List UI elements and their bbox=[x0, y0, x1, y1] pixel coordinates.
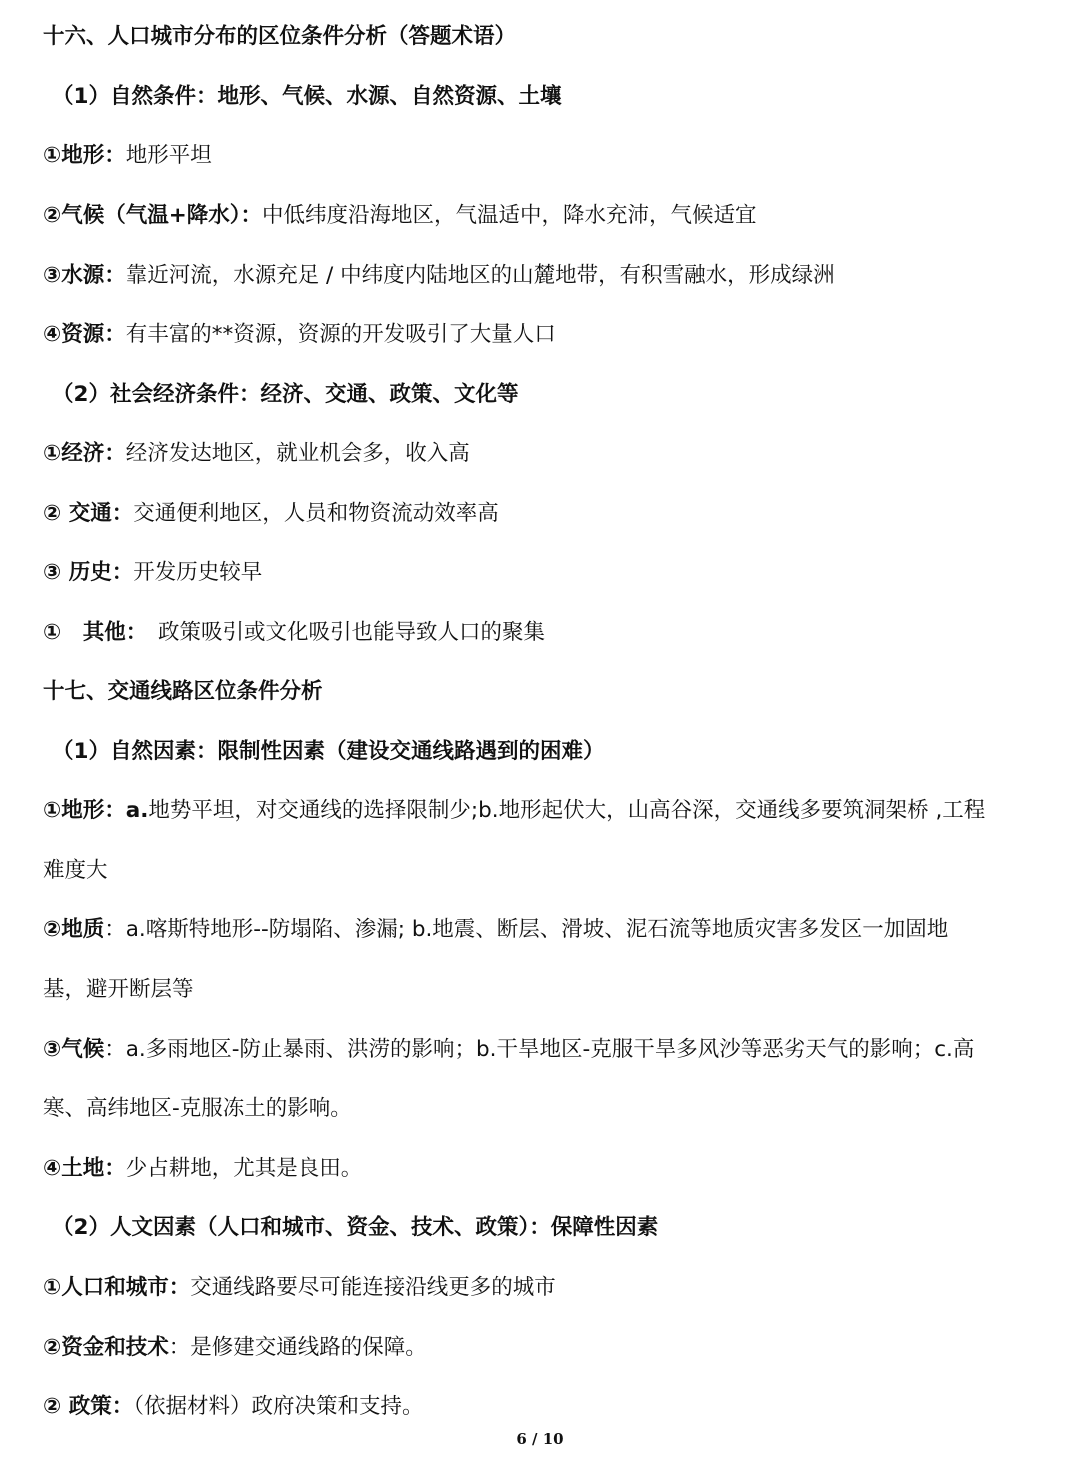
s16-transport-label: ② 交通： bbox=[43, 501, 134, 526]
s17-climate-label: ③气候 bbox=[43, 1037, 105, 1062]
s17-geology-text1: ：a.喀斯特地形--防塌陷、渗漏; b.地震、断层、滑坡、泥石流等地质灾害多发区一加固地 bbox=[104, 917, 949, 942]
s17-policy-label: ② 政策： bbox=[43, 1394, 134, 1419]
s17-climate-text1: ：a.多雨地区-防止暴雨、洪涝的影响；b.干旱地区-克服干旱多风沙等恶劣天气的影响；c.高 bbox=[104, 1037, 975, 1062]
s16-history-text: 开发历史较早 bbox=[133, 560, 263, 585]
s16-history-line bbox=[43, 558, 1043, 588]
s17-fund-label: ②资金和技术 bbox=[43, 1335, 169, 1360]
section-16-natural-heading: （1）自然条件：地形、气候、水源、自然资源、土壤 bbox=[52, 84, 562, 109]
section-17-title: 十七、交通线路区位条件分析 bbox=[43, 679, 323, 704]
s16-water-line bbox=[43, 261, 1043, 291]
s17-land-line bbox=[43, 1154, 1043, 1184]
s17-city-line bbox=[43, 1273, 1043, 1303]
s16-transport-line bbox=[43, 499, 1043, 529]
s17-policy-line bbox=[43, 1392, 1043, 1422]
s17-land-text: 少占耕地，尤其是良田。 bbox=[125, 1156, 363, 1181]
s16-history-label: ③ 历史： bbox=[43, 560, 134, 585]
s17-geology-line bbox=[43, 915, 1043, 945]
s16-terrain-text: 地形平坦 bbox=[125, 143, 212, 168]
page-number: 6 / 10 bbox=[516, 1430, 564, 1448]
s17-climate-line-2: 寒、高纬地区-克服冻土的影响。 bbox=[43, 1096, 352, 1121]
s16-climate-label: ②气候（气温+降水）： bbox=[43, 203, 262, 228]
s17-terrain-a: a. bbox=[125, 798, 149, 823]
s16-terrain-label: ①地形： bbox=[43, 143, 126, 168]
s16-climate-line bbox=[43, 201, 1043, 231]
s17-land-label: ④土地： bbox=[43, 1156, 126, 1181]
s17-terrain-line bbox=[43, 796, 1043, 826]
s16-water-label: ③水源： bbox=[43, 263, 126, 288]
s16-other-label: ① 其他： bbox=[43, 620, 137, 645]
s16-resource-line bbox=[43, 320, 1043, 350]
section-17-human-heading: （2）人文因素（人口和城市、资金、技术、政策）：保障性因素 bbox=[52, 1215, 659, 1240]
s17-climate-line bbox=[43, 1035, 1043, 1065]
s17-city-text: 交通线路要尽可能连接沿线更多的城市 bbox=[190, 1275, 556, 1300]
s17-geology-line-2: 基，避开断层等 bbox=[43, 977, 194, 1002]
s17-terrain-text1: 地势平坦，对交通线的选择限制少;b.地形起伏大，山高谷深，交通线多要筑洞架桥 ,工程 bbox=[148, 798, 986, 823]
s17-geology-label: ②地质 bbox=[43, 917, 105, 942]
s17-terrain-line-2: 难度大 bbox=[43, 858, 108, 883]
s16-transport-text: 交通便利地区，人员和物资流动效率高 bbox=[133, 501, 499, 526]
s16-other-text: 政策吸引或文化吸引也能导致人口的聚集 bbox=[157, 620, 545, 645]
s17-terrain-label: ①地形： bbox=[43, 798, 126, 823]
s16-economy-line bbox=[43, 439, 1043, 469]
section-16-social-heading: （2）社会经济条件：经济、交通、政策、文化等 bbox=[52, 382, 519, 407]
s16-climate-text: 中低纬度沿海地区，气温适中，降水充沛，气候适宜 bbox=[261, 203, 757, 228]
s17-city-label: ①人口和城市： bbox=[43, 1275, 191, 1300]
s16-other-line bbox=[43, 618, 1043, 648]
s16-water-text: 靠近河流，水源充足 / 中纬度内陆地区的山麓地带，有积雪融水，形成绿洲 bbox=[125, 263, 835, 288]
section-17-natural-heading: （1）自然因素：限制性因素（建设交通线路遇到的困难） bbox=[52, 739, 605, 764]
section-16-title: 十六、人口城市分布的区位条件分析（答题术语） bbox=[43, 24, 517, 49]
s17-fund-line bbox=[43, 1333, 1043, 1363]
s16-terrain-line bbox=[43, 141, 1043, 171]
s16-resource-text: 有丰富的**资源，资源的开发吸引了大量人口 bbox=[125, 322, 556, 347]
s17-fund-text: ：是修建交通线路的保障。 bbox=[168, 1335, 427, 1360]
s17-policy-text: （依据材料）政府决策和支持。 bbox=[133, 1394, 424, 1419]
s16-economy-label: ①经济： bbox=[43, 441, 126, 466]
s16-economy-text: 经济发达地区，就业机会多，收入高 bbox=[125, 441, 470, 466]
s16-resource-label: ④资源： bbox=[43, 322, 126, 347]
